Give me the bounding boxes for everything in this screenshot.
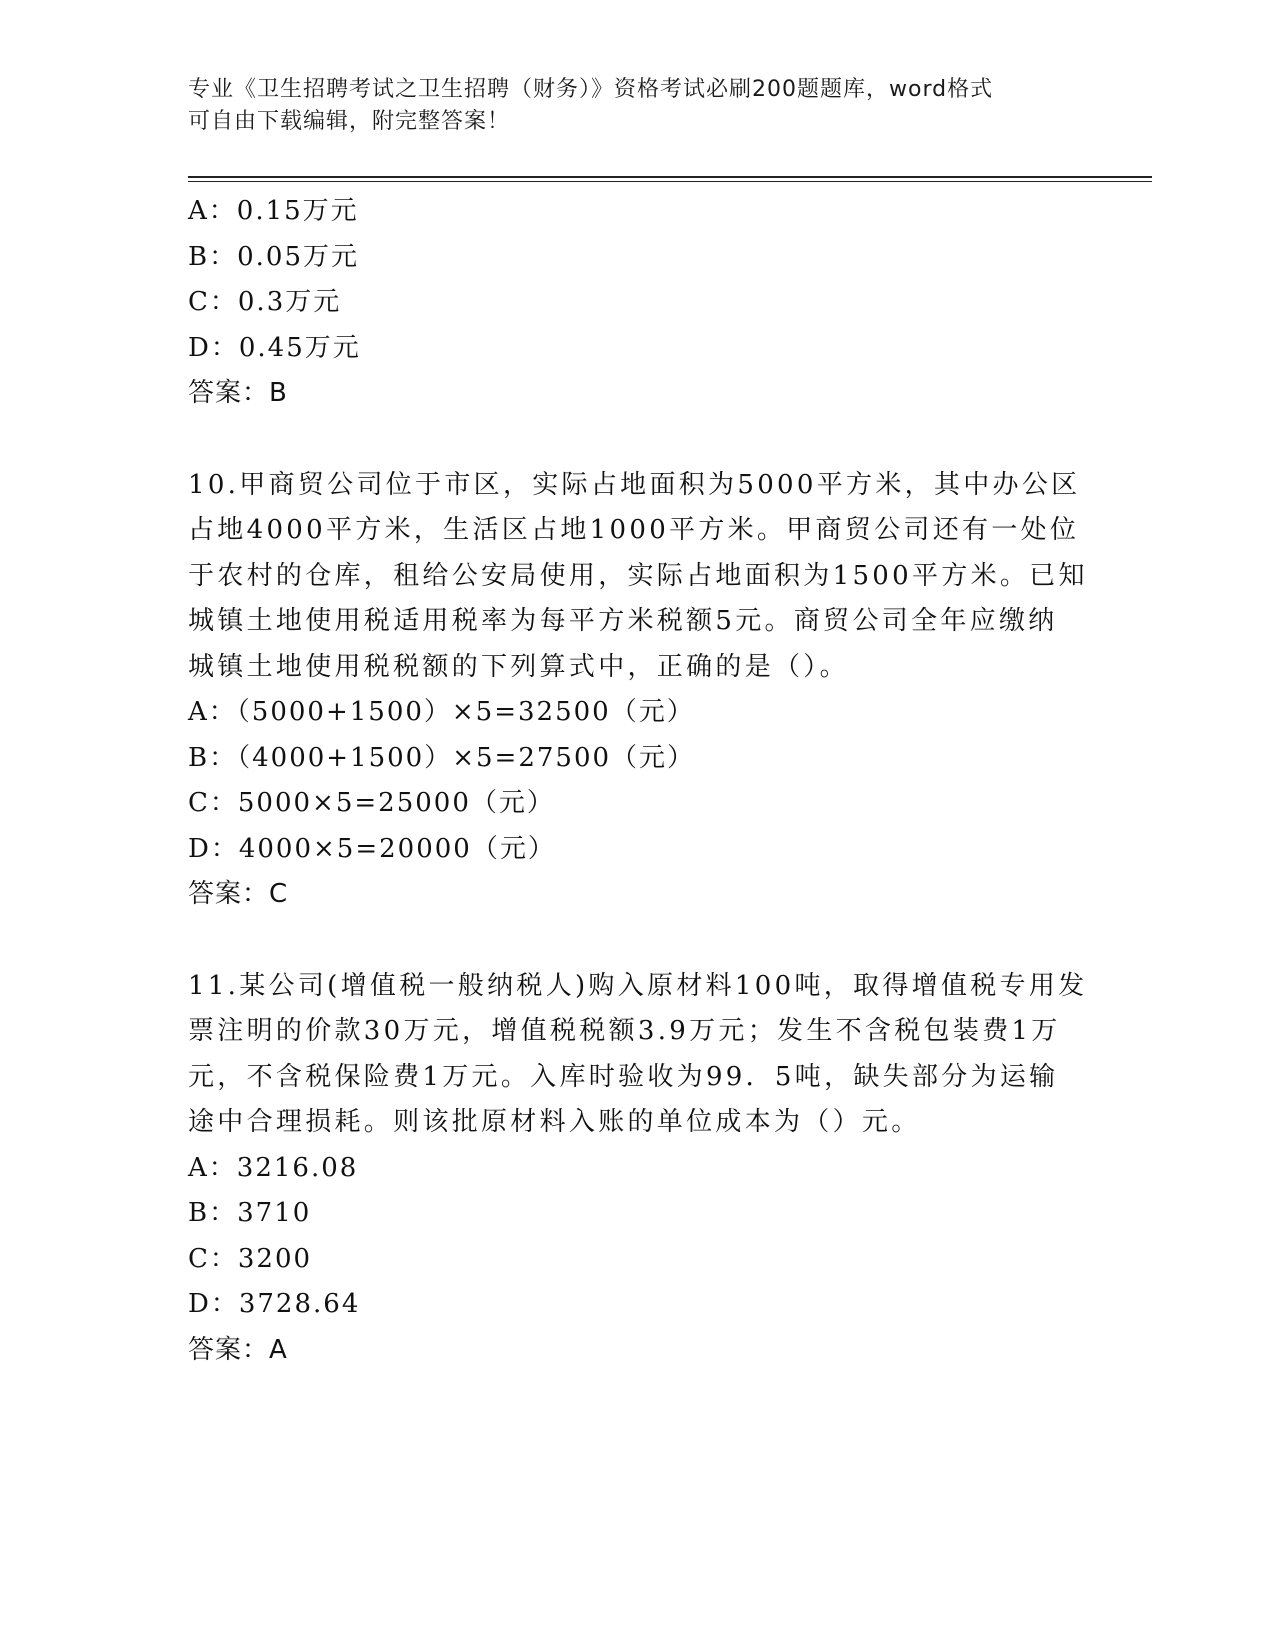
option-c: C：5000×5=25000（元） [188, 788, 555, 818]
question-text-line: 城镇土地使用税税额的下列算式中，正确的是（）。 [188, 651, 849, 682]
option-a: A：0.15万元 [188, 196, 359, 226]
header-line-1: 专业《卫生招聘考试之卫生招聘（财务）》资格考试必刷200题题库，word格式 [188, 77, 994, 102]
option-d: D：3728.64 [188, 1289, 361, 1319]
question-text-line: 10.甲商贸公司位于市区，实际占地面积为5000平方米，其中办公区 [188, 469, 1081, 500]
answer-line: 答案：A [188, 1334, 288, 1365]
answer-line: 答案：B [188, 378, 288, 408]
option-b: B：3710 [188, 1198, 312, 1228]
option-d: D：0.45万元 [188, 332, 361, 363]
option-d: D：4000×5=20000（元） [188, 833, 556, 864]
option-c: C：0.3万元 [188, 287, 342, 317]
question-text-line: 票注明的价款30万元，增值税税额3.9万元；发生不含税包装费1万 [188, 1016, 1061, 1046]
question-text-line: 元，不含税保险费1万元。入库时验收为99．5吨，缺失部分为运输 [188, 1061, 1059, 1092]
question-11 [188, 964, 1088, 1374]
option-c: C：3200 [188, 1243, 313, 1274]
answer-line: 答案：C [188, 879, 289, 909]
option-b: B：0.05万元 [188, 241, 359, 272]
option-b: B：（4000+1500）×5=27500（元） [188, 742, 696, 773]
question-text-line: 11.某公司(增值税一般纳税人)购入原材料100吨，取得增值税专用发 [188, 970, 1088, 1001]
header-divider-thin [188, 181, 1152, 182]
question-9-tail [188, 189, 1088, 417]
question-text-line: 占地4000平方米，生活区占地1000平方米。甲商贸公司还有一处位 [188, 515, 1080, 545]
header-line-2: 可自由下载编辑，附完整答案！ [188, 109, 511, 134]
question-text-line: 途中合理损耗。则该批原材料入账的单位成本为（）元。 [188, 1107, 921, 1137]
question-text-line: 于农村的仓库，租给公安局使用，实际占地面积为1500平方米。已知 [188, 560, 1088, 591]
question-10 [188, 463, 1088, 918]
option-a: A：3216.08 [188, 1152, 359, 1183]
document-body [188, 189, 1088, 1373]
option-a: A：（5000+1500）×5=32500（元） [188, 697, 695, 727]
page-header [188, 74, 1068, 138]
question-text-line: 城镇土地使用税适用税率为每平方米税额5元。商贸公司全年应缴纳 [188, 606, 1058, 636]
header-divider-thick [188, 176, 1152, 178]
